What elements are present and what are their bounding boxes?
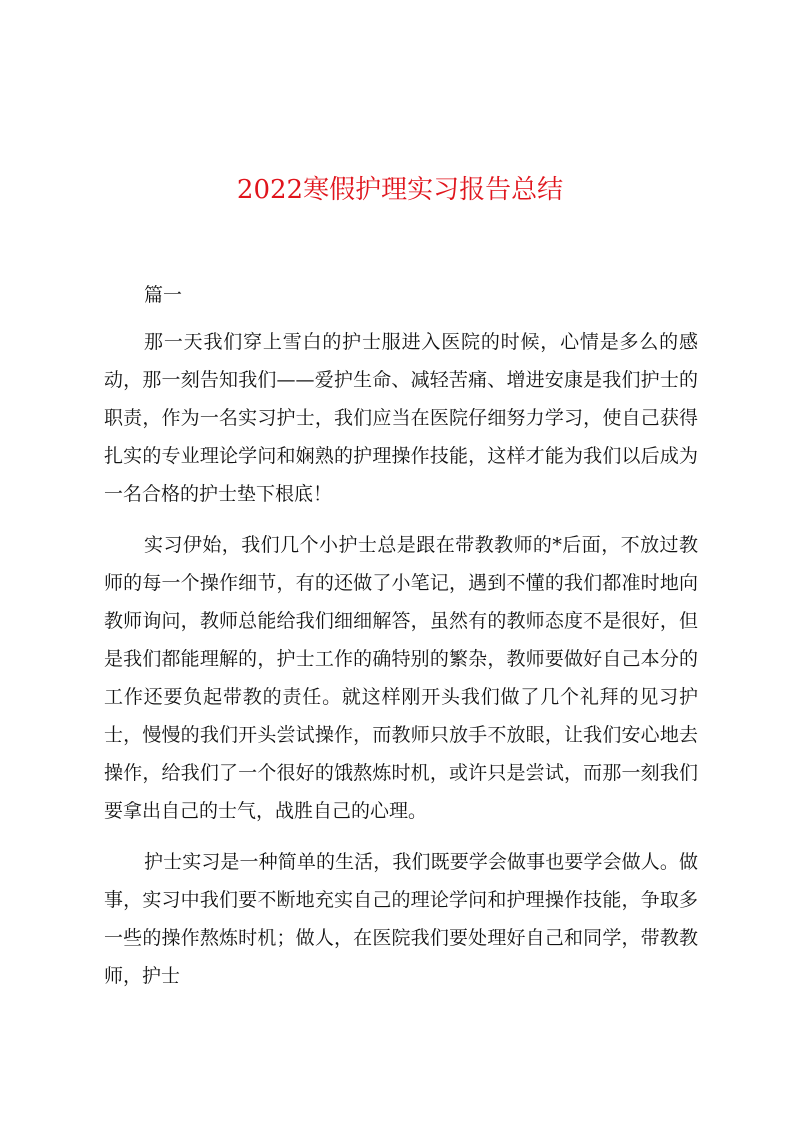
paragraph: 那一天我们穿上雪白的护士服进入医院的时候，心情是多么的感动，那一刻告知我们——爱护生命、减轻苦痛、增进安康是我们护士的职责，作为一名实习护士，我们应当在医院仔细努力学习，使自己获得扎实的专业理论学问和娴熟的护理操作技能，这样才能为我们以后成为一名合格的护士垫下根底！ xyxy=(104,331,698,505)
paragraph: 护士实习是一种简单的生活，我们既要学会做事也要学会做人。做事，实习中我们要不断地充实自己的理论学问和护理操作技能，争取多一些的操作熬炼时机；做人，在医院我们要处理好自己和同学，带教教师，护士 xyxy=(104,851,698,987)
document-body xyxy=(104,276,698,995)
section-label: 篇一 xyxy=(144,284,183,306)
document-title: 2022寒假护理实习报告总结 xyxy=(236,175,564,205)
paragraph: 实习伊始，我们几个小护士总是跟在带教教师的*后面，不放过教师的每一个操作细节，有的还做了小笔记，遇到不懂的我们都准时地向教师询问，教师总能给我们细细解答，虽然有的教师态度不是很好，但是我们都能理解的，护士工作的确特别的繁杂，教师要做好自己本分的工作还要负起带教的责任。就这样刚开头我们做了几个礼拜的见习护士，慢慢的我们开头尝试操作，而教师只放手不放眼，让我们安心地去操作，给我们了一个很好的饿熬炼时机，或许只是尝试，而那一刻我们要拿出自己的士气，战胜自己的心理。 xyxy=(104,534,698,822)
